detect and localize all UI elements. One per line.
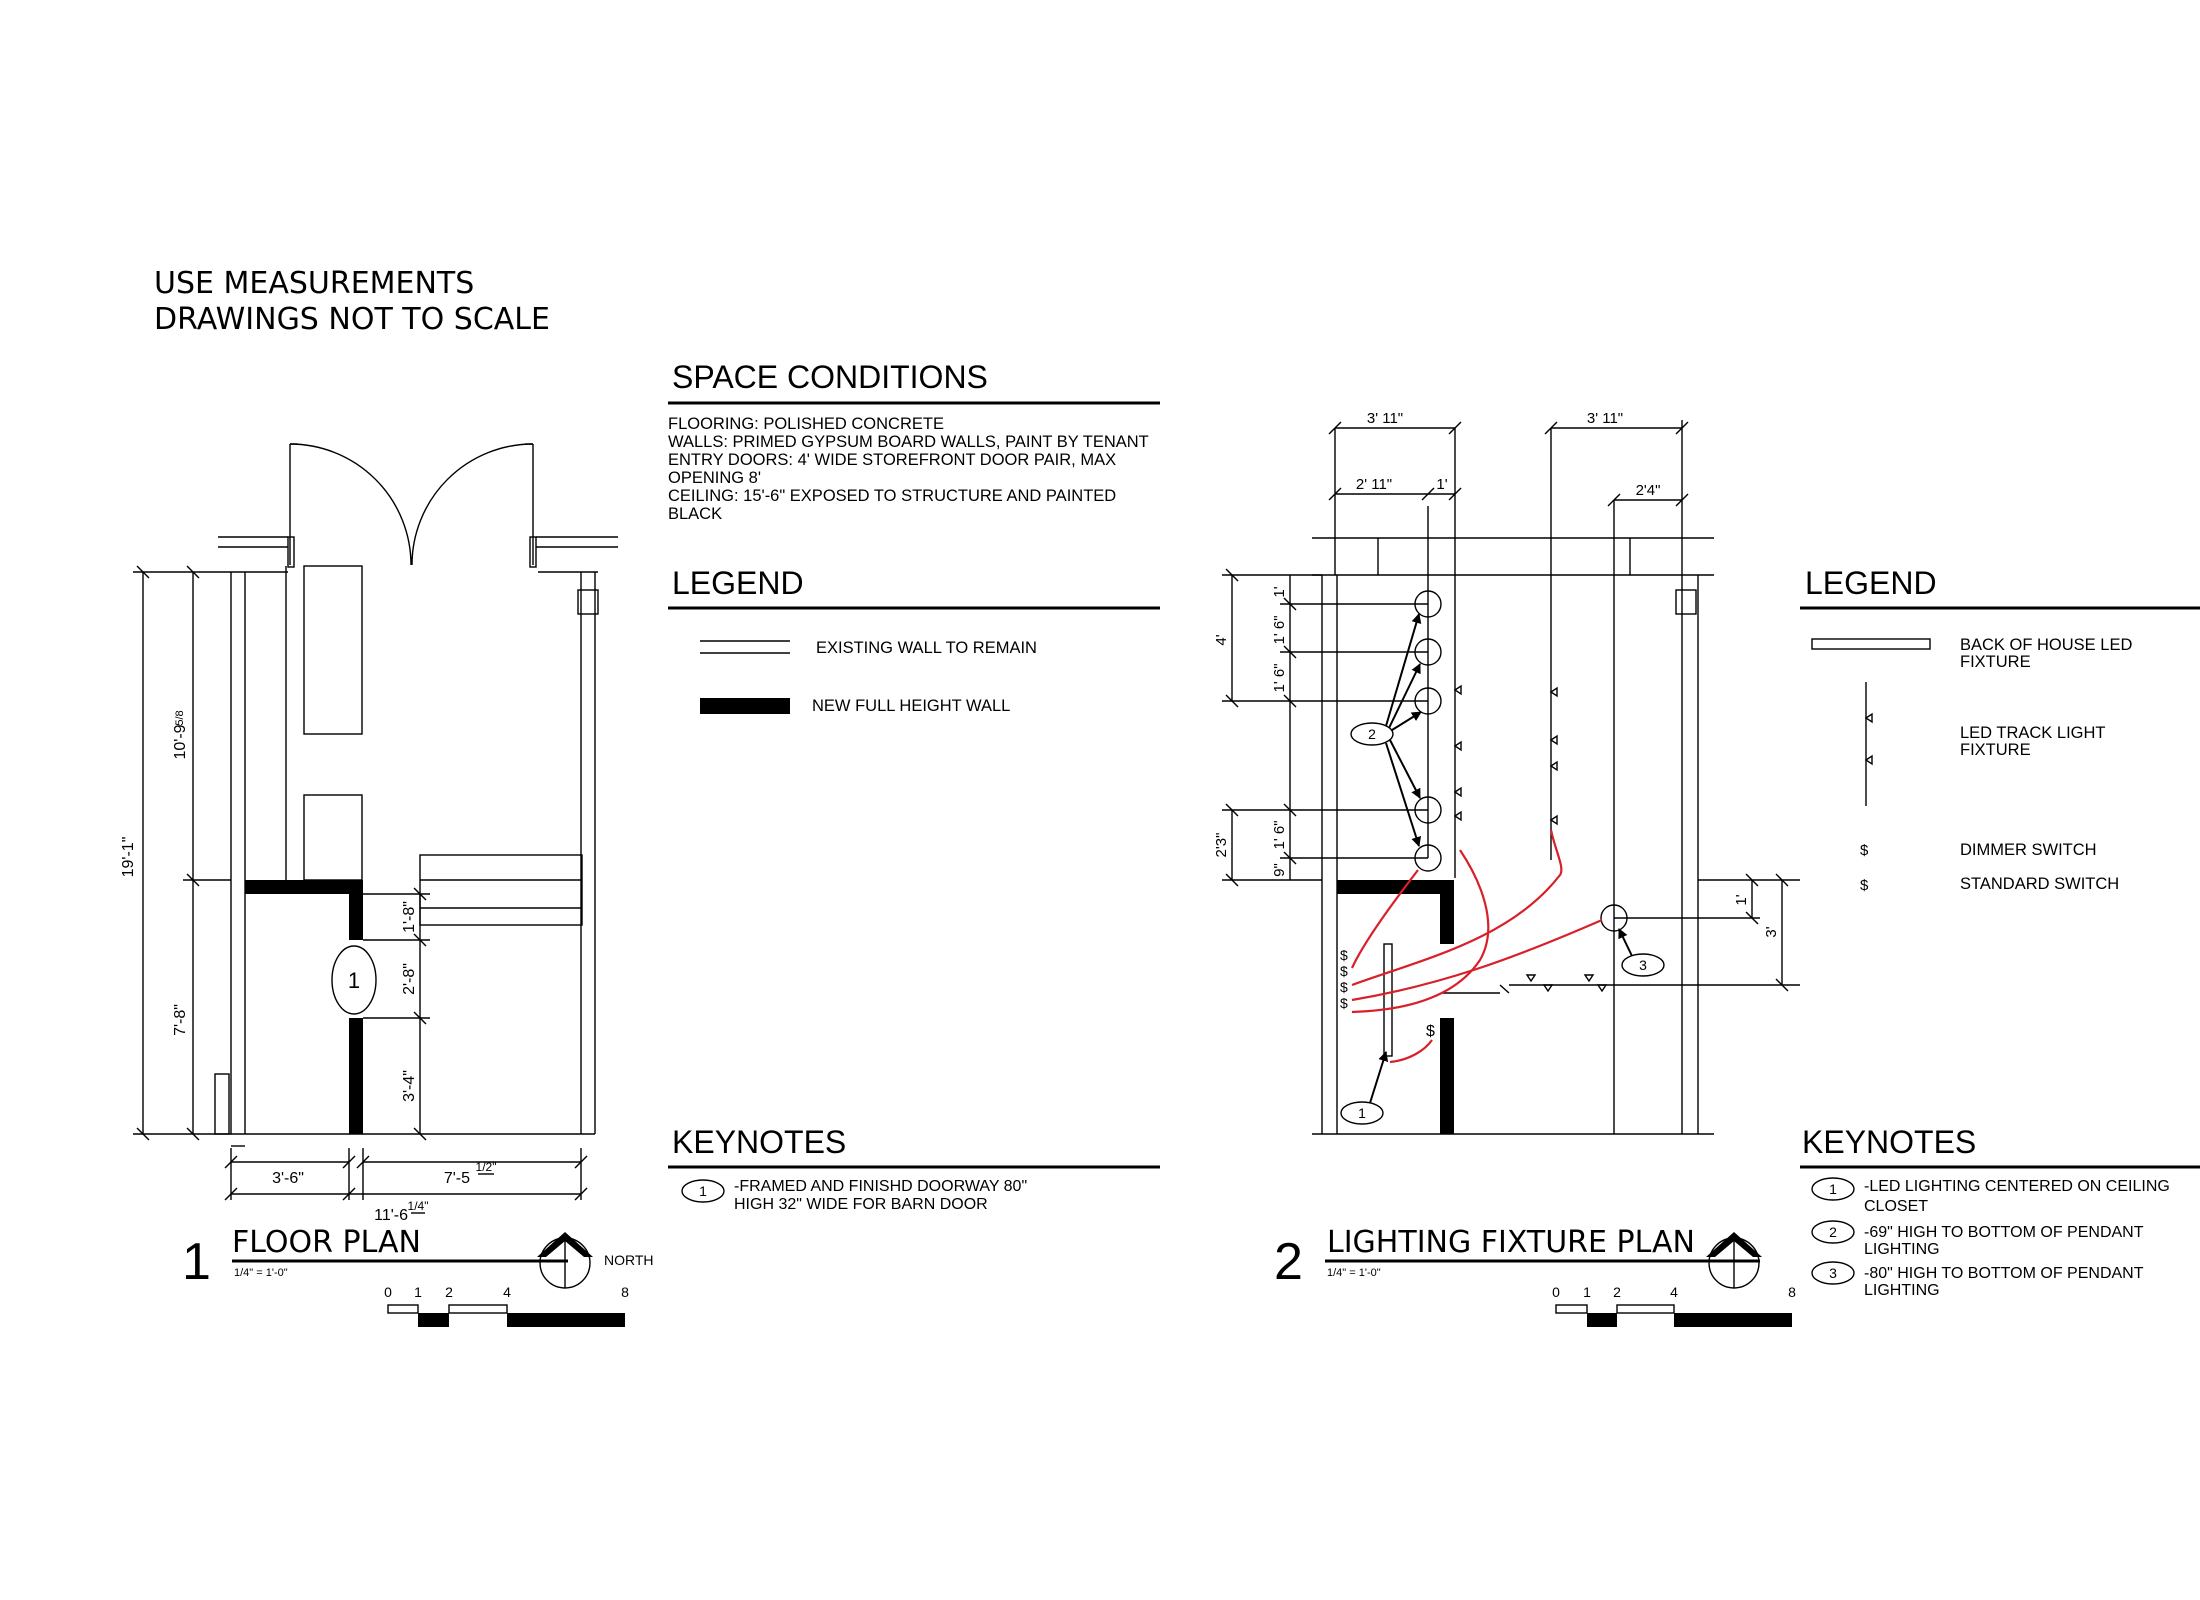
dim-door-bottom: 3'-4" [401,1070,418,1102]
dim-v-2-3: 2'3" [1213,832,1230,858]
keynote-tag: 1 [1829,1181,1837,1197]
dim-sub-right: 2'4" [1635,482,1661,499]
keynote-text: LIGHTING [1864,1282,1940,1299]
space-condition-line: FLOORING: POLISHED CONCRETE [668,415,944,433]
space-condition-line: OPENING 8' [668,469,762,487]
space-condition-line: WALLS: PRIMED GYPSUM BOARD WALLS, PAINT BY TENANT [668,433,1149,451]
switch-symbol: $ [1340,947,1348,963]
floor-plan-drawing [120,444,654,1327]
lighting-tags [1341,614,1664,1124]
dim-upper-height-frac: 5/8 [174,710,186,726]
dim-v-1-6: 1' 6" [1271,615,1288,645]
entry-doors [218,444,618,567]
keynote-text: -LED LIGHTING CENTERED ON CEILING [1864,1178,2170,1195]
scale-bar [384,1284,629,1327]
svg-text:8: 8 [1788,1284,1796,1300]
switch-symbol: $ [1340,979,1348,995]
dim-left-width: 3'-6" [272,1170,304,1187]
keynote-tag: 1 [347,968,361,993]
svg-text:4: 4 [1670,1284,1678,1300]
plan-scale: 1/4" = 1'-0" [1327,1267,1381,1279]
space-condition-line: ENTRY DOORS: 4' WIDE STOREFRONT DOOR PAIR, MAX [668,451,1117,469]
legend-new-wall: NEW FULL HEIGHT WALL [812,697,1011,715]
closet-led-fixture [1384,944,1392,1056]
legend-item: FIXTURE [1960,653,2031,671]
keynote-tag: 1 [1358,1105,1366,1121]
dim-right-width: 7'-5 [443,1170,470,1187]
plan-scale: 1/4" = 1'-0" [234,1267,288,1279]
switch-symbol: $ [1426,1023,1435,1040]
space-conditions-title: SPACE CONDITIONS [672,359,988,395]
legend-item: LED TRACK LIGHT [1960,724,2106,742]
space-condition-line: CEILING: 15'-6" EXPOSED TO STRUCTURE AND PAINTED [668,487,1117,505]
keynote-text: CLOSET [1864,1198,1929,1215]
keynotes-title: KEYNOTES [672,1124,847,1160]
svg-text:1: 1 [414,1284,422,1300]
svg-text:0: 0 [384,1284,392,1300]
plan-number: 2 [1274,1233,1303,1291]
scale-bar [1552,1284,1796,1327]
keynote-tag: 3 [1829,1265,1837,1281]
dim-top-left: 3' 11" [1366,410,1404,427]
svg-text:2: 2 [1613,1284,1621,1300]
dim-right-width-frac: 1/2" [475,1160,497,1174]
svg-text:1: 1 [1583,1284,1591,1300]
switch-symbol: $ [1340,963,1348,979]
keynote-tag: 2 [1368,726,1376,742]
keynotes-floor-plan [668,1124,1160,1213]
dim-upper-height: 10'-9 [172,724,189,760]
new-wall [1337,880,1454,894]
space-condition-line: BLACK [668,505,723,523]
legend-floor-plan [668,565,1160,715]
dim-door-top: 1'-8" [401,901,418,933]
keynote-text: -80" HIGH TO BOTTOM OF PENDANT [1864,1265,2144,1282]
legend-item: STANDARD SWITCH [1960,875,2120,893]
dim-door-opening: 2'-8" [401,963,418,995]
plan-title: FLOOR PLAN [232,1225,421,1260]
dim-v-1-6: 1' 6" [1271,820,1288,850]
dim-r-1: 1' [1733,894,1750,906]
dim-v-1: 1' [1271,586,1288,598]
dim-lower-height: 7'-8" [172,1004,189,1036]
dim-r-3: 3' [1763,926,1780,938]
keynote-text: HIGH 32" WIDE FOR BARN DOOR [734,1196,988,1213]
legend-lighting-plan [1800,565,2200,894]
legend-existing-wall: EXISTING WALL TO REMAIN [816,639,1037,657]
svg-text:4: 4 [503,1284,511,1300]
dim-v-4: 4' [1213,634,1230,646]
legend-title: LEGEND [672,565,804,601]
keynote-text: -FRAMED AND FINISHD DOORWAY 80" [734,1178,1028,1195]
keynote-text: -69" HIGH TO BOTTOM OF PENDANT [1864,1224,2144,1241]
dim-top-right: 3' 11" [1586,410,1624,427]
switch-symbol: $ [1340,995,1348,1011]
keynote-tag: 3 [1639,957,1647,973]
new-wall [245,880,363,894]
standard-switch-symbol: $ [1860,877,1869,894]
dim-total-width: 11'-6 [374,1207,408,1224]
dim-v-9: 9" [1271,863,1288,877]
svg-text:0: 0 [1552,1284,1560,1300]
legend-item: DIMMER SWITCH [1960,841,2097,859]
keynotes-lighting-plan [1800,1124,2200,1299]
keynotes-title: KEYNOTES [1802,1124,1977,1160]
wiring [1352,830,1602,1062]
note-line-1: USE MEASUREMENTS [154,266,475,301]
svg-text:8: 8 [621,1284,629,1300]
track-light-symbol [1866,682,1872,806]
lighting-plan-drawing [1213,410,1800,1327]
plan-number: 1 [182,1233,211,1291]
legend-item: FIXTURE [1960,741,2031,759]
track-light-heads [1455,686,1606,991]
new-wall [1440,880,1454,944]
new-wall [349,1018,363,1134]
note-line-2: DRAWINGS NOT TO SCALE [154,302,550,337]
svg-text:2: 2 [445,1284,453,1300]
plan-title: LIGHTING FIXTURE PLAN [1327,1225,1695,1260]
north-label: NORTH [604,1252,654,1268]
dim-sub-left: 2' 11" [1355,476,1393,493]
dimmer-switch-symbol: $ [1860,842,1869,859]
new-wall-swatch [700,698,790,714]
dim-overall-height: 19'-1" [120,836,137,878]
legend-item: BACK OF HOUSE LED [1960,636,2133,654]
space-conditions [668,359,1160,523]
keynote-tag: 2 [1829,1224,1837,1240]
legend-title: LEGEND [1805,565,1937,601]
new-wall [349,880,363,940]
dim-v-1-6: 1' 6" [1271,663,1288,693]
keynote-tag: 1 [699,1183,707,1199]
dim-sub-mid: 1' [1436,476,1448,493]
keynote-text: LIGHTING [1864,1241,1940,1258]
dim-total-width-frac: 1/4" [407,1199,429,1213]
new-wall [1440,1018,1454,1134]
led-fixture-symbol [1812,639,1930,649]
sheet-note [154,266,550,337]
